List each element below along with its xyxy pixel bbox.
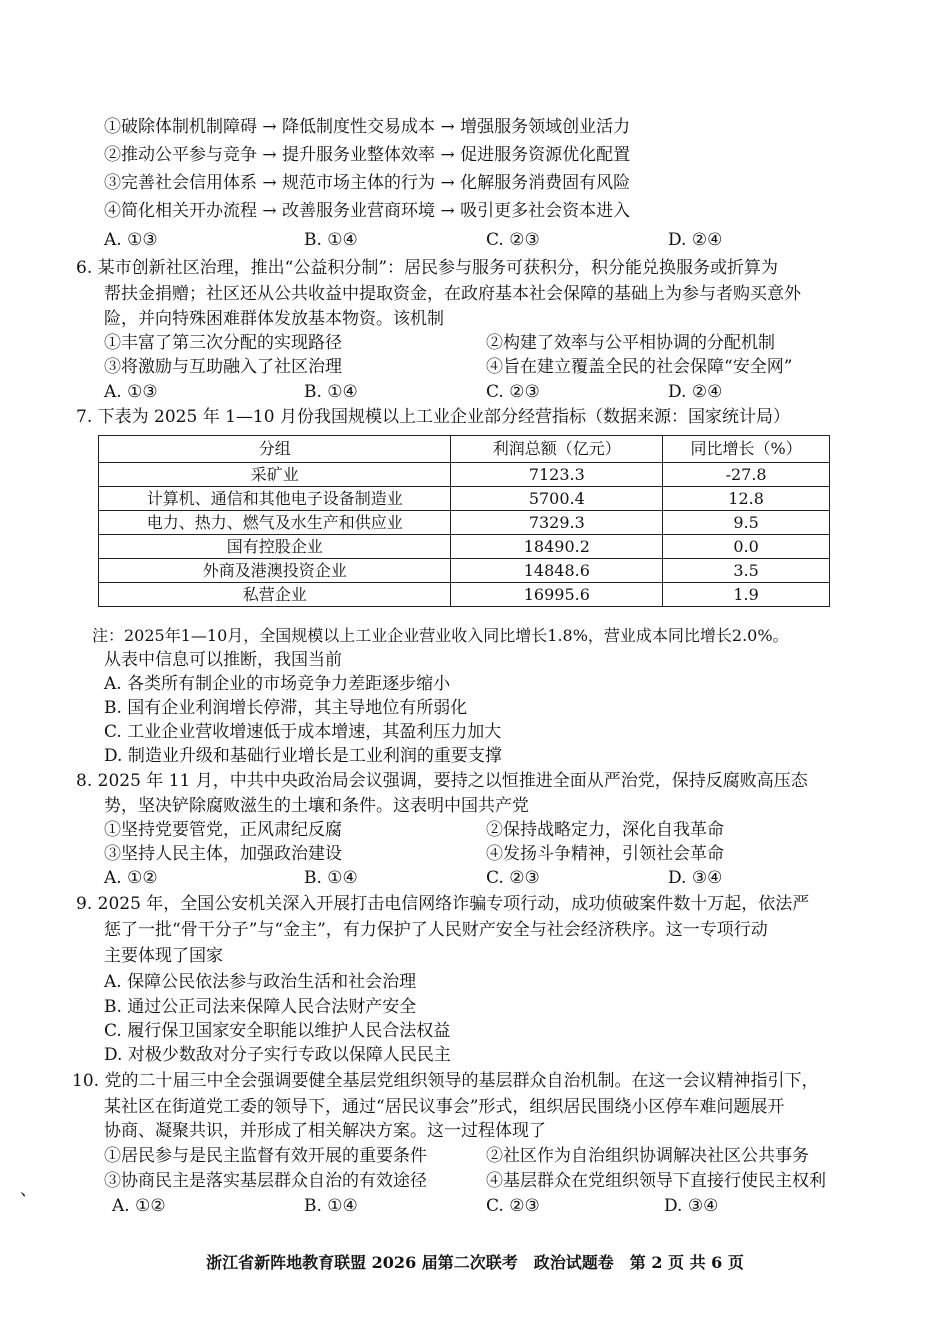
q6-choice-d: D. ②④ (668, 382, 723, 402)
table-header-group: 分组 (99, 436, 451, 463)
table-cell-profit: 14848.6 (451, 559, 663, 583)
table-cell-profit: 16995.6 (451, 583, 663, 607)
q7-data-table (98, 435, 830, 607)
q6-choice-a: A. ①③ (104, 382, 158, 402)
q8-stem-line-1: 8. 2025 年 11 月，中共中央政治局会议强调，要持之以恒推进全面从严治党，保持反腐败高压态 (76, 771, 808, 791)
table-cell-group: 电力、热力、燃气及水生产和供应业 (99, 511, 451, 535)
q6-choice-c: C. ②③ (486, 382, 540, 402)
q6-option-3: ③将激励与互助融入了社区治理 (104, 357, 342, 377)
table-cell-growth: 9.5 (663, 511, 830, 535)
table-cell-profit: 7329.3 (451, 511, 663, 535)
q10-option-2: ②社区作为自治组织协调解决社区公共事务 (486, 1146, 809, 1166)
q6-option-1: ①丰富了第三次分配的实现路径 (104, 333, 342, 353)
table-cell-profit: 18490.2 (451, 535, 663, 559)
q10-stem-line-2: 某社区在街道党工委的领导下，通过“居民议事会”形式，组织居民围绕小区停车难问题展开 (104, 1097, 785, 1117)
table-cell-profit: 7123.3 (451, 463, 663, 487)
q7-choice-a: A. 各类所有制企业的市场竞争力差距逐步缩小 (104, 674, 451, 694)
table-header-profit: 利润总额（亿元） (451, 436, 663, 463)
q9-stem-line-3: 主要体现了国家 (104, 946, 223, 966)
q9-choice-c: C. 履行保卫国家安全职能以维护人民合法权益 (104, 1021, 451, 1041)
q10-choice-a: A. ①② (112, 1196, 166, 1216)
q10-option-3: ③协商民主是落实基层群众自治的有效途径 (104, 1171, 427, 1191)
q9-choice-b: B. 通过公正司法来保障人民合法财产安全 (104, 997, 417, 1017)
q10-choice-d: D. ③④ (664, 1196, 719, 1216)
table-cell-growth: 1.9 (663, 583, 830, 607)
q5-option-1: ①破除体制机制障碍 → 降低制度性交易成本 → 增强服务领域创业活力 (104, 117, 631, 137)
q6-stem-line-2: 帮扶金捐赠；社区还从公共收益中提取资金，在政府基本社会保障的基础上为参与者购买意外 (104, 284, 801, 304)
table-row (99, 559, 830, 583)
q9-stem-line-2: 惩了一批“骨干分子”与“金主”，有力保护了人民财产安全与社会经济秩序。这一专项行动 (104, 920, 768, 940)
table-cell-growth: 12.8 (663, 487, 830, 511)
q5-option-3: ③完善社会信用体系 → 规范市场主体的行为 → 化解服务消费固有风险 (104, 173, 631, 193)
table-row (99, 487, 830, 511)
q7-question: 从表中信息可以推断，我国当前 (104, 650, 342, 670)
q10-option-4: ④基层群众在党组织领导下直接行使民主权利 (486, 1171, 826, 1191)
q5-option-4: ④简化相关开办流程 → 改善服务业营商环境 → 吸引更多社会资本进入 (104, 201, 631, 221)
table-cell-profit: 5700.4 (451, 487, 663, 511)
table-cell-growth: 0.0 (663, 535, 830, 559)
q8-choice-c: C. ②③ (486, 868, 540, 888)
q8-choice-b: B. ①④ (304, 868, 358, 888)
q10-choice-b: B. ①④ (304, 1196, 358, 1216)
q5-choice-c: C. ②③ (486, 230, 540, 250)
q6-stem-line-1: 6. 某市创新社区治理，推出“公益积分制”：居民参与服务可获积分，积分能兑换服务或折算为 (76, 258, 779, 278)
table-row (99, 463, 830, 487)
q9-choice-a: A. 保障公民依法参与政治生活和社会治理 (104, 972, 417, 992)
stray-mark: 、 (20, 1180, 37, 1200)
q8-choice-a: A. ①② (104, 868, 158, 888)
q5-choice-a: A. ①③ (104, 230, 158, 250)
q8-choice-d: D. ③④ (668, 868, 723, 888)
q6-choice-b: B. ①④ (304, 382, 358, 402)
q10-choice-c: C. ②③ (486, 1196, 540, 1216)
q6-option-2: ②构建了效率与公平相协调的分配机制 (486, 333, 775, 353)
table-row (99, 511, 830, 535)
table-cell-group: 私营企业 (99, 583, 451, 607)
table-row (99, 583, 830, 607)
q7-stem: 7. 下表为 2025 年 1—10 月份我国规模以上工业企业部分经营指标（数据来源：国家统计局） (76, 407, 790, 427)
table-cell-group: 计算机、通信和其他电子设备制造业 (99, 487, 451, 511)
q6-option-4: ④旨在建立覆盖全民的社会保障“安全网” (486, 357, 793, 377)
q8-option-3: ③坚持人民主体，加强政治建设 (104, 844, 342, 864)
q7-note: 注：2025年1—10月，全国规模以上工业企业营业收入同比增长1.8%，营业成本同比增长2.0%。 (92, 626, 789, 645)
q5-choice-b: B. ①④ (304, 230, 358, 250)
q6-stem-line-3: 险，并向特殊困难群体发放基本物资。该机制 (104, 309, 444, 329)
table-row (99, 535, 830, 559)
q7-choice-b: B. 国有企业利润增长停滞，其主导地位有所弱化 (104, 698, 468, 718)
page-footer: 浙江省新阵地教育联盟 2026 届第二次联考 政治试题卷 第 2 页 共 6 页 (206, 1253, 744, 1272)
q8-option-2: ②保持战略定力，深化自我革命 (486, 820, 724, 840)
table-cell-group: 采矿业 (99, 463, 451, 487)
q7-choice-c: C. 工业企业营收增速低于成本增速，其盈利压力加大 (104, 722, 502, 742)
q8-option-1: ①坚持党要管党，正风肃纪反腐 (104, 820, 342, 840)
table-cell-growth: 3.5 (663, 559, 830, 583)
table-cell-growth: -27.8 (663, 463, 830, 487)
q5-option-2: ②推动公平参与竞争 → 提升服务业整体效率 → 促进服务资源优化配置 (104, 145, 631, 165)
q10-option-1: ①居民参与是民主监督有效开展的重要条件 (104, 1146, 427, 1166)
q5-choice-d: D. ②④ (668, 230, 723, 250)
table-cell-group: 外商及港澳投资企业 (99, 559, 451, 583)
q7-choice-d: D. 制造业升级和基础行业增长是工业利润的重要支撑 (104, 746, 502, 766)
q9-choice-d: D. 对极少数敌对分子实行专政以保障人民民主 (104, 1045, 451, 1065)
q8-option-4: ④发扬斗争精神，引领社会革命 (486, 844, 724, 864)
table-header-row (99, 436, 830, 463)
q8-stem-line-2: 势，坚决铲除腐败滋生的土壤和条件。这表明中国共产党 (104, 796, 529, 816)
q9-stem-line-1: 9. 2025 年，全国公安机关深入开展打击电信网络诈骗专项行动，成功侦破案件数十万起，依法严 (76, 894, 810, 914)
table-cell-group: 国有控股企业 (99, 535, 451, 559)
table-header-growth: 同比增长（%） (663, 436, 830, 463)
q10-stem-line-3: 协商、凝聚共识，并形成了相关解决方案。这一过程体现了 (104, 1121, 546, 1141)
q10-stem-line-1: 10. 党的二十届三中全会强调要健全基层党组织领导的基层群众自治机制。在这一会议精神指引下， (72, 1071, 819, 1091)
